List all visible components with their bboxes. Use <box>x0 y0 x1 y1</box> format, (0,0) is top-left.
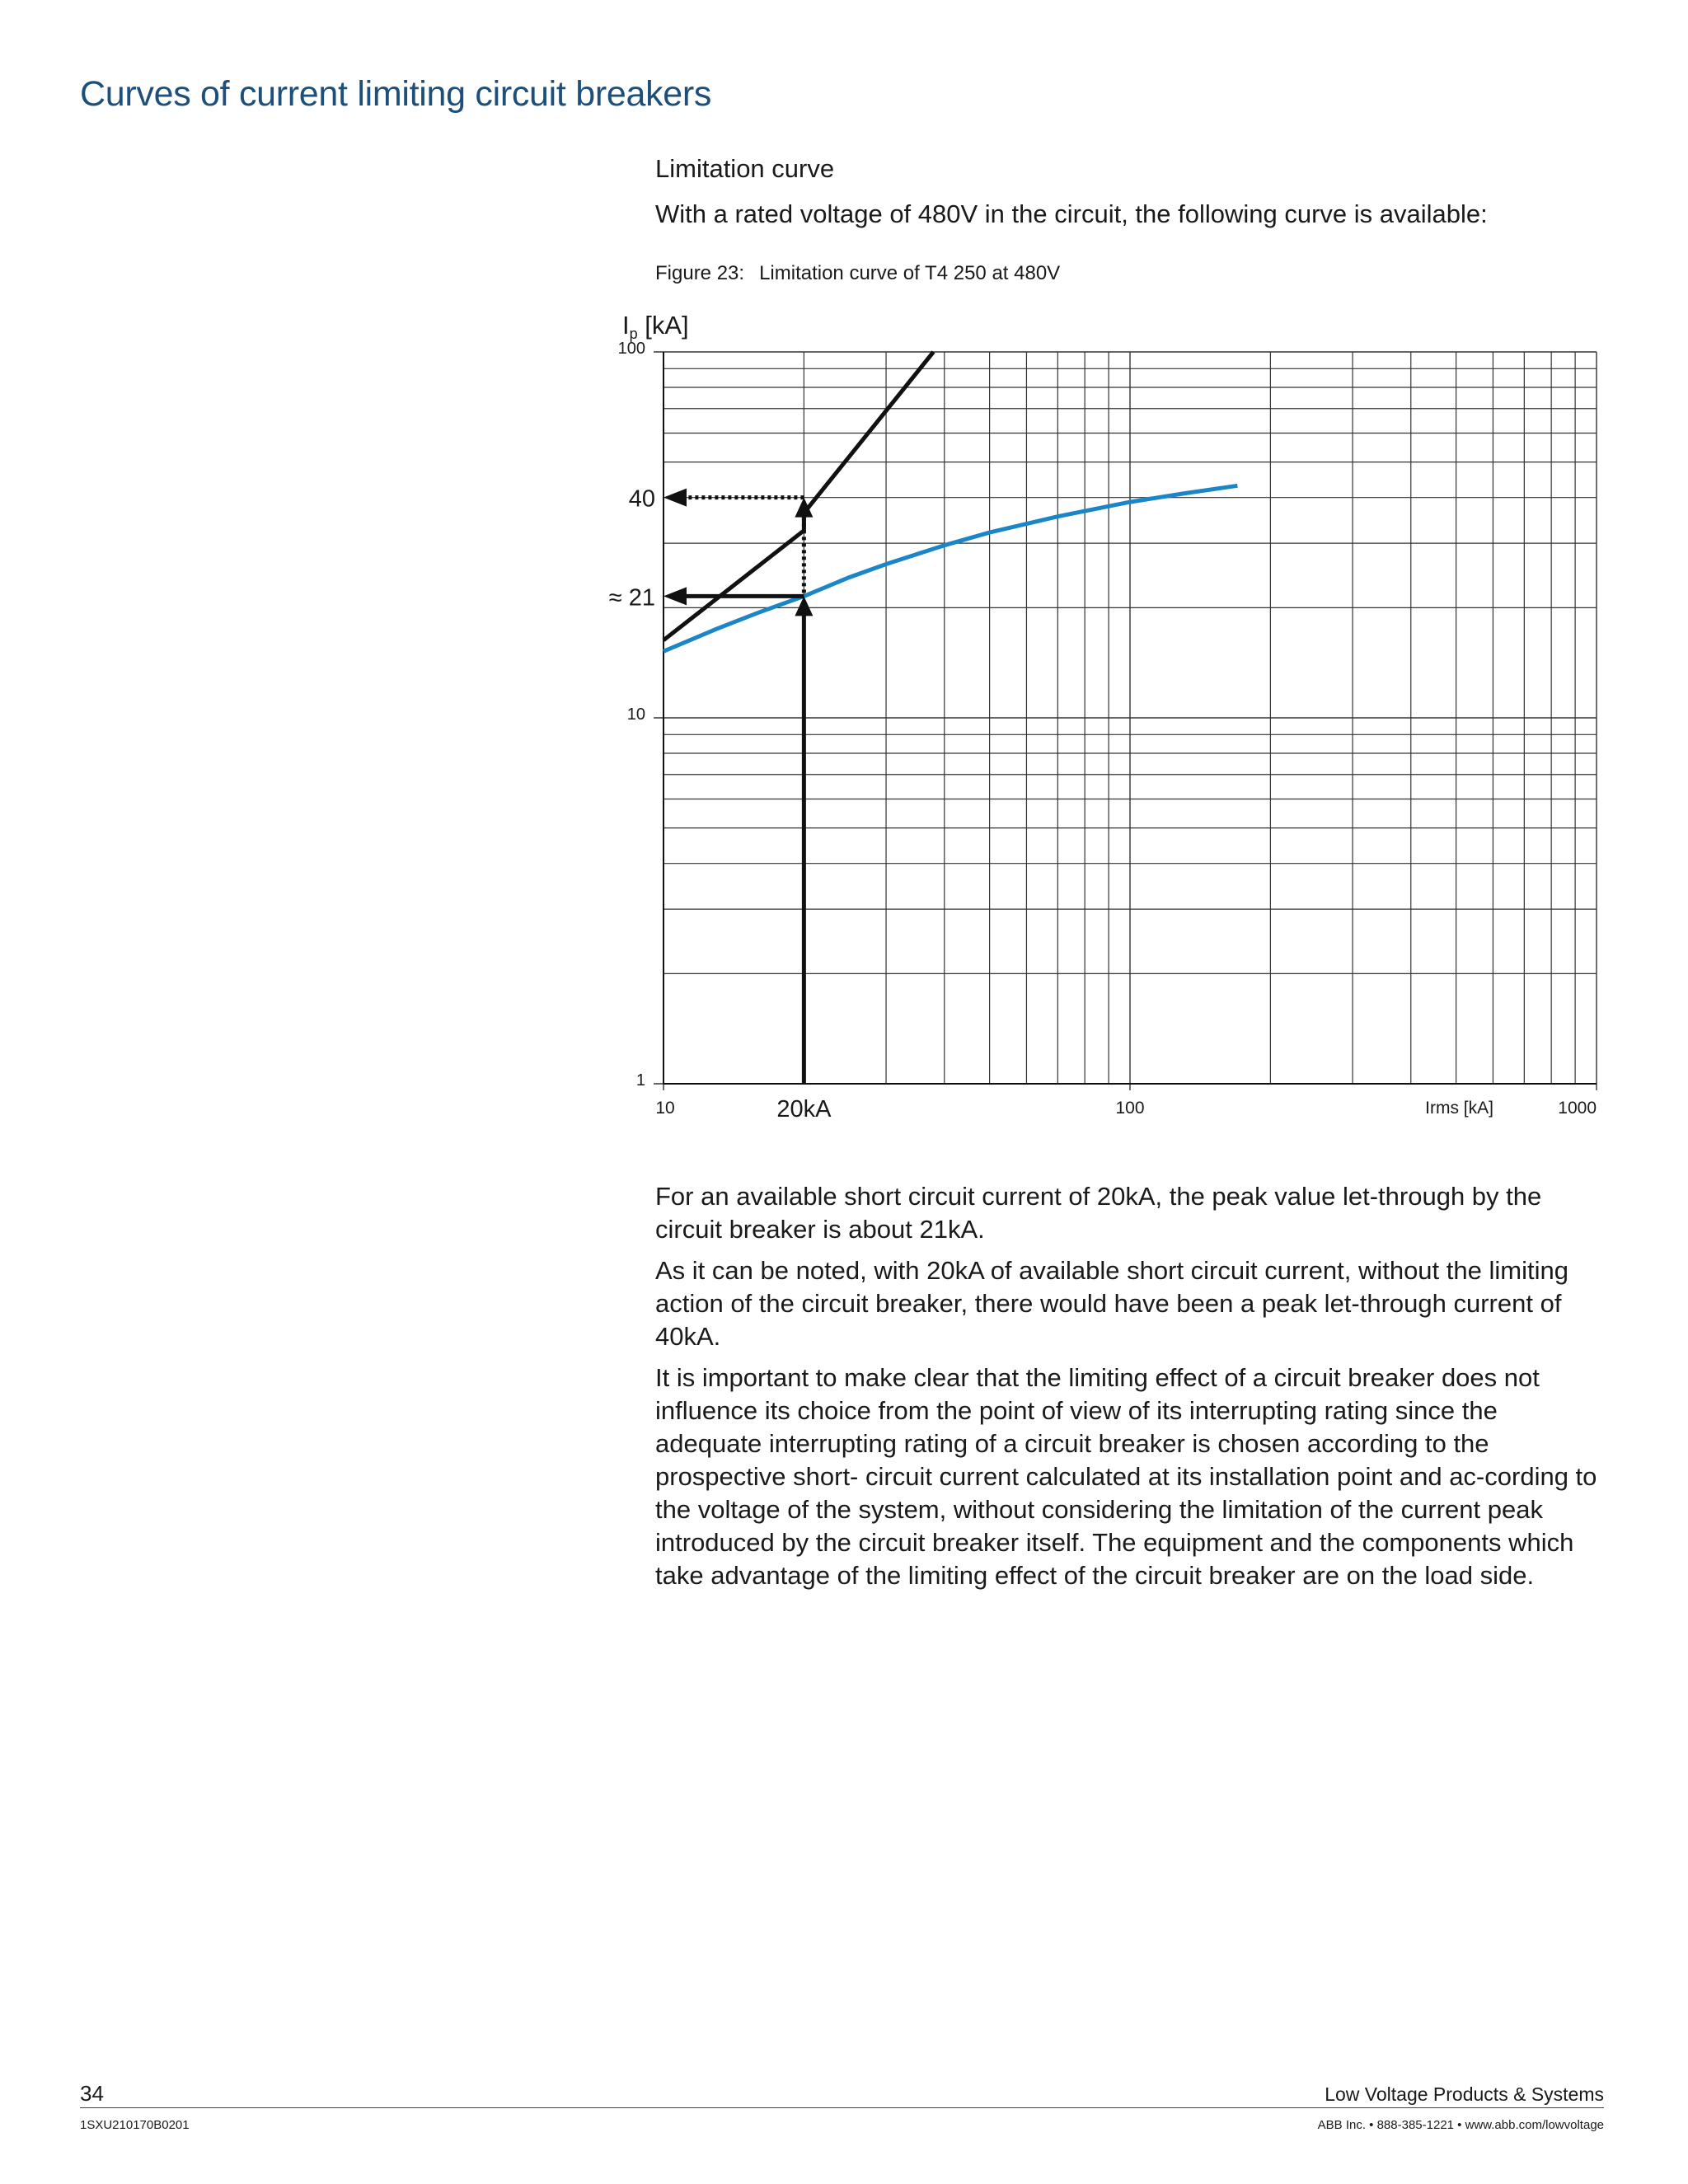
figure-caption <box>655 262 1060 285</box>
y-tick-label: 100 <box>617 340 645 358</box>
chart-grid <box>654 352 1597 1090</box>
limitation-chart <box>593 305 1615 1137</box>
page-number: 34 <box>80 2081 104 2106</box>
arrow-head-left <box>663 587 687 605</box>
section-subheading: Limitation curve <box>655 154 835 183</box>
intro-text: With a rated voltage of 480V in the circuit, the following curve is available: <box>655 199 1488 228</box>
paragraph-3: It is important to make clear that the limiting effect of a circuit breaker does not influence its choice from the point of view of its interrupting rating since the adequate interrupting rating of a circuit breaker is chosen according to the prospective short- circuit current calculated at its installation point and ac-cording to the voltage of the system, without considering the limitation of the current peak introduced by the circuit breaker itself. The equipment and the components which take advantage of the limiting effect of the circuit breaker are on the load side. <box>655 1363 1597 1590</box>
paragraph-2: As it can be noted, with 20kA of available short circuit current, without the limiting action of the circuit breaker, there would have been a peak let-through current of 40kA. <box>655 1256 1568 1351</box>
document-code: 1SXU210170B0201 <box>80 2118 190 2132</box>
y-tick-label: 1 <box>635 1071 645 1090</box>
annotation-label: 40 <box>628 485 655 513</box>
footer-divider <box>80 2107 1604 2108</box>
footer-brand: Low Voltage Products & Systems <box>1325 2083 1604 2105</box>
chart-series <box>663 352 1237 651</box>
x-tick-label: 10 <box>655 1099 675 1118</box>
body-text <box>655 1180 1603 1601</box>
footer-contact: ABB Inc. • 888-385-1221 • www.abb.com/lowvoltage <box>1317 2118 1604 2132</box>
page-title: Curves of current limiting circuit breakers <box>80 74 712 114</box>
series-limited_peak <box>663 485 1237 651</box>
x-axis-label: Irms [kA] <box>1425 1099 1493 1118</box>
y-axis-label: Ip [kA] <box>622 311 689 342</box>
paragraph-1: For an available short circuit current of 20kA, the peak value let-through by the circuit breaker is about 21kA. <box>655 1182 1542 1244</box>
x-tick-label: 100 <box>1115 1099 1145 1118</box>
arrow-head-left <box>663 489 687 507</box>
y-tick-label: 10 <box>626 705 645 724</box>
annotation-label: 20kA <box>776 1096 832 1122</box>
annotation-label: ≈ 21 <box>608 584 655 612</box>
x-tick-label: 1000 <box>1558 1099 1597 1118</box>
figure-title: Limitation curve of T4 250 at 480V <box>759 262 1061 284</box>
reading-lines <box>663 489 813 1084</box>
chart-labels <box>609 311 1597 1122</box>
figure-number: Figure 23: <box>655 262 745 284</box>
